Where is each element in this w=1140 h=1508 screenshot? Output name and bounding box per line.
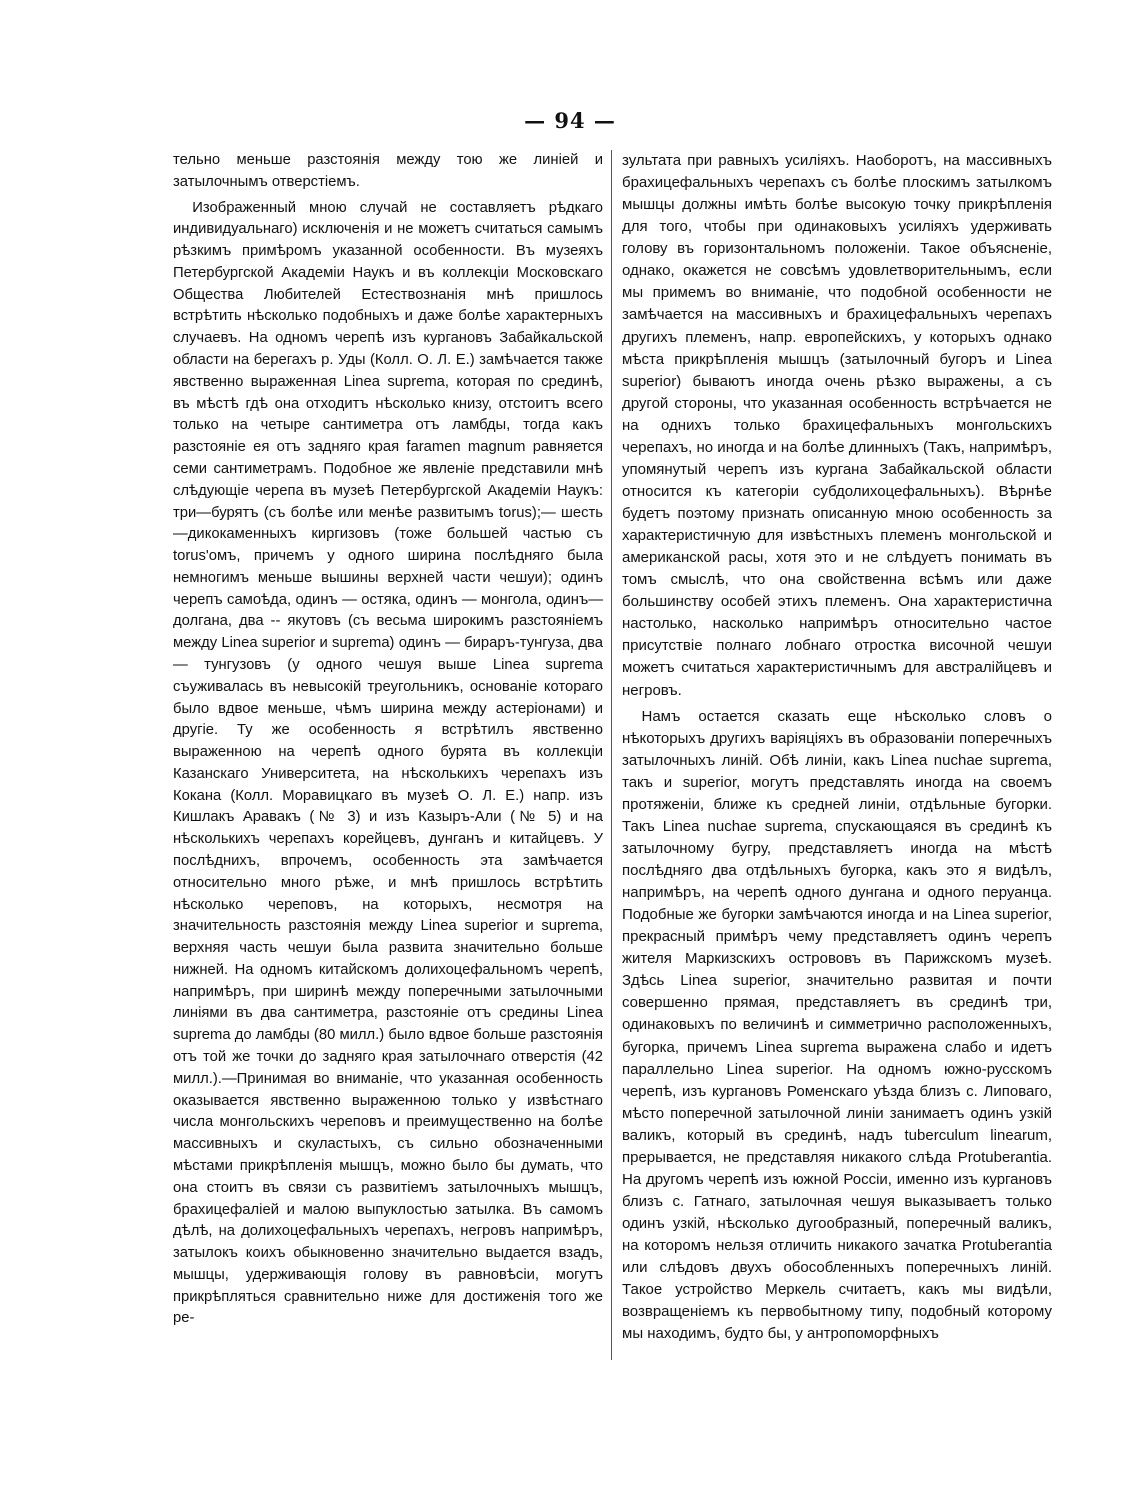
right-paragraph-1: зультата при равныхъ усиліяхъ. Наоборотъ, на массивныхъ брахицефальныхъ черепахъ съ болѣе плоскимъ затылкомъ мышцы должны имѣть болѣе высокую точку прикрѣпленія для того, чтобы при одинаковыхъ усиліяхъ удерживать голову въ горизонтальномъ положеніи. Такое объясненіе, однако, окажется не совсѣмъ удовлетворительнымъ, если мы примемъ во вниманіе, что подобной особенности не замѣчается на массивныхъ и брахицефальныхъ черепахъ другихъ племенъ, напр. европейскихъ, у которыхъ однако мѣста прикрѣпленія мышцъ (затылочный бугоръ и Linea superior) бываютъ иногда очень рѣзко выражены, а съ другой стороны, что указанная особенность встрѣчается не на однихъ только брахицефальныхъ монгольскихъ черепахъ, но иногда и на болѣе длинныхъ (Такъ, напримѣръ, упомянутый черепъ изъ кургана Забайкальской области относится къ категоріи субдолихоцефальныхъ). Вѣрнѣе будетъ поэтому признать описанную мною особенность за характеристичную для извѣстныхъ племенъ монгольской и американской расы, хотя это и не слѣдуетъ понимать въ томъ смыслѣ, что она свойственна всѣмъ или даже большинству особей этихъ племенъ. Она характеристична настолько, насколько напримѣръ относительно частое присутствіе полнаго лобнаго отростка височной чешуи можетъ считаться характеристичнымъ для австралійцевъ и негровъ. — [622, 152, 1053, 699]
column-divider — [611, 150, 612, 1360]
left-paragraph-1: тельно меньше разстоянія между тою же линіей и затылочнымъ отверстіемъ. — [173, 152, 603, 190]
left-paragraph-2: Изображенный мною случай не составляетъ рѣдкаго индивидуальнаго) исключенія и не можетъ считаться самымъ рѣзкимъ примѣромъ указанной особенности. Въ музеяхъ Петербургской Академіи Наукъ и въ коллекціи Московскаго Общества Любителей Естествознанія мнѣ пришлось встрѣтить нѣсколько подобныхъ и даже болѣе характерныхъ случаевъ. На одномъ черепѣ изъ кургановъ Забайкальской области на берегахъ р. Уды (Колл. О. Л. Е.) замѣчается также явственно выраженная Linea suprema, которая по срединѣ, въ мѣстѣ гдѣ она отходитъ нѣсколько книзу, отстоитъ всего только на четыре сантиметра отъ ламбды, тогда какъ разстояніе ея отъ задняго края faramen magnum равняется семи сантиметрамъ. Подобное же явленіе представили мнѣ слѣдующіе черепа въ музеѣ Петербургской Академіи Наукъ: три—бурятъ (съ болѣе или менѣе развитымъ torus);— шесть—дикокаменныхъ киргизовъ (тоже большей частью съ torus'омъ, причемъ у одного ширина послѣдняго была немногимъ меньше вышины верхней части чешуи); одинъ черепъ самоѣда, одинъ — остяка, одинъ — монгола, одинъ—долгана, два -- якутовъ (съ весьма широкимъ разстояніемъ между Linea superior и suprema) одинъ — бираръ-тунгуза, два — тунгузовъ (у одного чешуя выше Linea suprema съуживалась въ невысокій треугольникъ, основаніе котораго было вдвое меньше, чѣмъ ширина между астеріонами) и другіе. Ту же особенность я встрѣтилъ явственно выраженною на черепѣ одного бурята въ коллекціи Казанскаго Университета, на нѣсколькихъ черепахъ изъ Кокана (Колл. Моравицкаго въ музеѣ О. Л. Е.) напр. изъ Кишлакъ Аравакъ (№ 3) и изъ Казыръ-Али (№ 5) и на нѣсколькихъ черепахъ корейцевъ, дунганъ и китайцевъ. У послѣднихъ, впрочемъ, особенность эта замѣчается относительно много рѣже, и мнѣ пришлось встрѣтить нѣсколько череповъ, на которыхъ, несмотря на значительность разстоянія между Linea superior и suprema, верхняя часть чешуи была развита значительно больше нижней. На одномъ китайскомъ долихоцефальномъ черепѣ, напримѣръ, при ширинѣ между поперечными затылочными линіями въ два сантиметра, разстояніе отъ средины Linea suprema до ламбды (80 милл.) было вдвое больше разстоянія отъ той же точки до задняго края затылочнаго отверстія (42 милл.).—Принимая во вниманіе, что указанная особенность оказывается явственно выраженною только у извѣстнаго числа монгольскихъ череповъ и преимущественно на болѣе массивныхъ и скуластыхъ, съ сильно обозначенными мѣстами прикрѣпленія мышцъ, можно было бы думать, что она стоитъ въ связи съ развитіемъ затылочныхъ мышцъ, брахицефаліей и малою выпуклостью затылка. Въ самомъ дѣлѣ, на долихоцефальныхъ черепахъ, негровъ напримѣръ, затылокъ коихъ обыкновенно значительно выдается взадъ, мышцы, удерживающія голову въ равновѣсіи, могутъ прикрѣпляться сравнительно ниже для достиженія того же ре- — [173, 199, 603, 1327]
page-number: — 94 — — [524, 108, 616, 133]
left-column — [173, 150, 603, 1330]
right-paragraph-2: Намъ остается сказать еще нѣсколько словъ о нѣкоторыхъ другихъ варіяціяхъ въ образованіи поперечныхъ затылочныхъ линій. Обѣ линіи, какъ Linea nuchae suprema, такъ и superior, могутъ представлять иногда на своемъ протяженіи, ближе къ средней линіи, отдѣльные бугорки. Такъ Linea nuchae suprema, спускающаяся въ срединѣ къ затылочному бугру, представляетъ иногда на мѣстѣ послѣдняго два отдѣльныхъ бугорка, какъ это я видѣлъ, напримѣръ, на черепѣ одного дунгана и одного перуанца. Подобные же бугорки замѣчаются иногда и на Linea superior, прекрасный примѣръ чему представляетъ одинъ черепъ жителя Маркизскихъ острововъ въ Парижскомъ музеѣ. Здѣсь Linea superior, значительно развитая и почти совершенно прямая, представляетъ въ срединѣ три, одинаковыхъ по величинѣ и симметрично расположенныхъ, бугорка, причемъ Linea suprema выражена слабо и идетъ параллельно Linea superior. На одномъ южно-русскомъ черепѣ, изъ кургановъ Роменскаго уѣзда близъ с. Липоваго, мѣсто поперечной затылочной линіи занимаетъ одинъ узкій валикъ, который въ срединѣ, надъ tuberculum linearum, прерывается, не представляя никакого слѣда Protuberantia. На другомъ черепѣ изъ южной Россіи, именно изъ кургановъ близъ с. Гатнаго, затылочная чешуя выказываетъ только одинъ узкій, нѣсколько дугообразный, поперечный валикъ, на которомъ нельзя отличить никакого зачатка Protuberantia или слѣдовъ двухъ обособленныхъ поперечныхъ линій. Такое устройство Меркель считаетъ, какъ мы видѣли, возвращеніемъ къ первобытному типу, подобный которому мы находимъ, будто бы, у антропоморфныхъ — [622, 707, 1052, 1343]
right-column — [622, 150, 1052, 1345]
